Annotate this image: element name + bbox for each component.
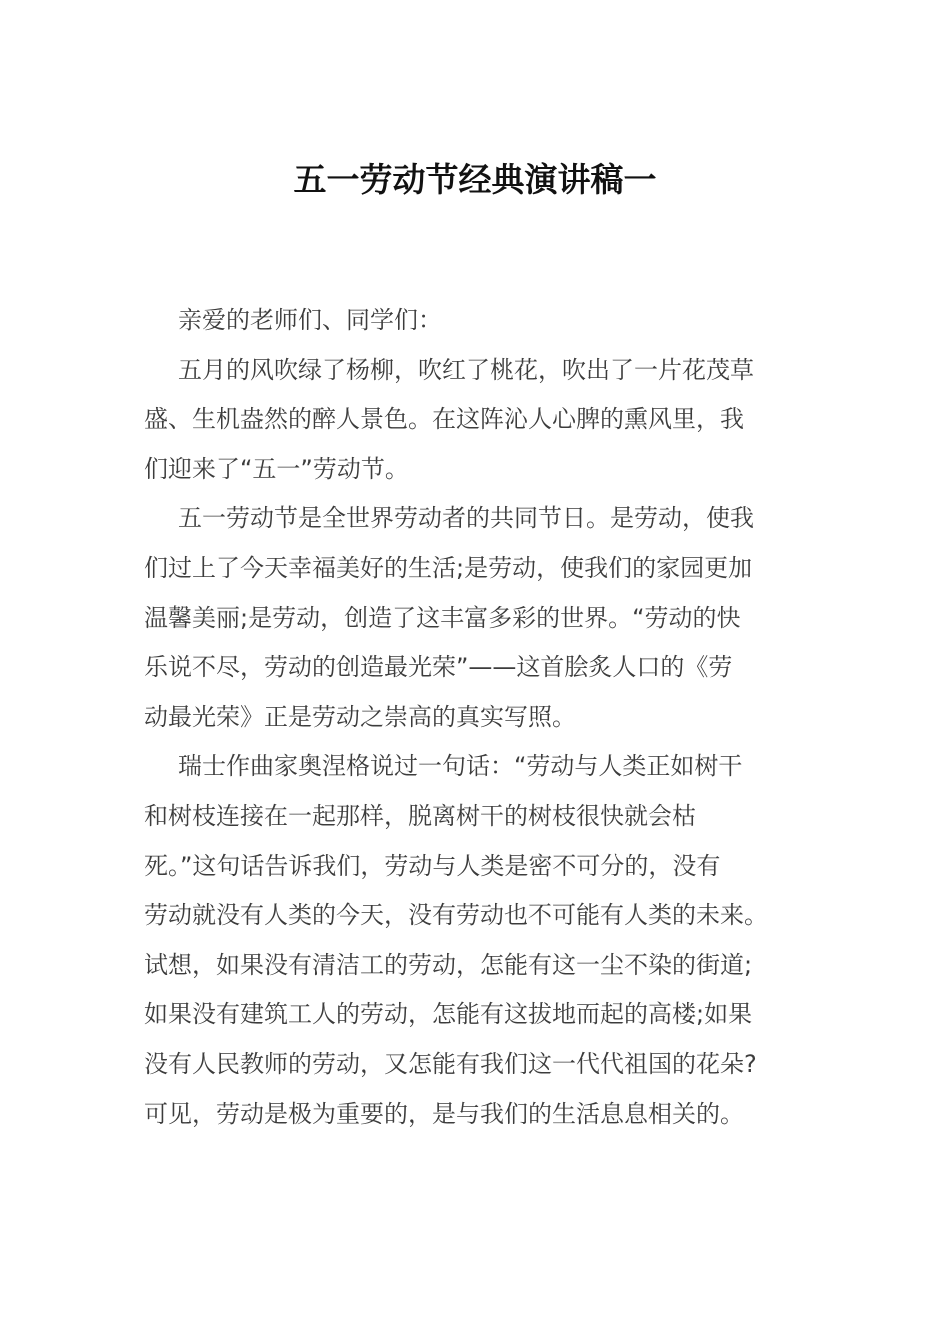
document-title: 五一劳动节经典演讲稿一 [293, 160, 657, 199]
paragraph-line: 亲爱的老师们、同学们： [178, 306, 442, 334]
paragraph-line: 们迎来了“五一”劳动节。 [144, 454, 409, 483]
paragraph-line: 盛、生机盎然的醉人景色。在这阵沁人心脾的熏风里，我 [144, 405, 744, 434]
paragraph-line: 五月的风吹绿了杨柳，吹红了桃花，吹出了一片花茂草 [178, 355, 754, 384]
paragraph-line: 瑞士作曲家奥涅格说过一句话：“劳动与人类正如树干 [178, 752, 743, 781]
paragraph-line: 动最光荣》正是劳动之崇高的真实写照。 [144, 702, 576, 731]
paragraph-line: 五一劳动节是全世界劳动者的共同节日。是劳动，使我 [178, 504, 754, 533]
paragraph-line: 乐说不尽，劳动的创造最光荣”——这首脍炙人口的《劳 [144, 653, 733, 682]
paragraph-line: 劳动就没有人类的今天，没有劳动也不可能有人类的未来。 [144, 901, 768, 930]
paragraph-line: 们过上了今天幸福美好的生活;是劳动，使我们的家园更加 [144, 553, 753, 582]
paragraph-line: 试想，如果没有清洁工的劳动，怎能有这一尘不染的街道; [144, 950, 753, 979]
document-body [144, 296, 804, 1139]
paragraph-line: 没有人民教师的劳动，又怎能有我们这一代代祖国的花朵? [144, 1049, 757, 1078]
paragraph-line: 和树枝连接在一起那样，脱离树干的树枝很快就会枯 [144, 801, 696, 830]
paragraph-line: 如果没有建筑工人的劳动，怎能有这拔地而起的高楼;如果 [144, 1000, 753, 1029]
paragraph-line: 死。”这句话告诉我们，劳动与人类是密不可分的，没有 [144, 851, 721, 880]
paragraph-line: 可见，劳动是极为重要的，是与我们的生活息息相关的。 [144, 1099, 744, 1128]
paragraph-line: 温馨美丽;是劳动，创造了这丰富多彩的世界。“劳动的快 [144, 603, 741, 632]
